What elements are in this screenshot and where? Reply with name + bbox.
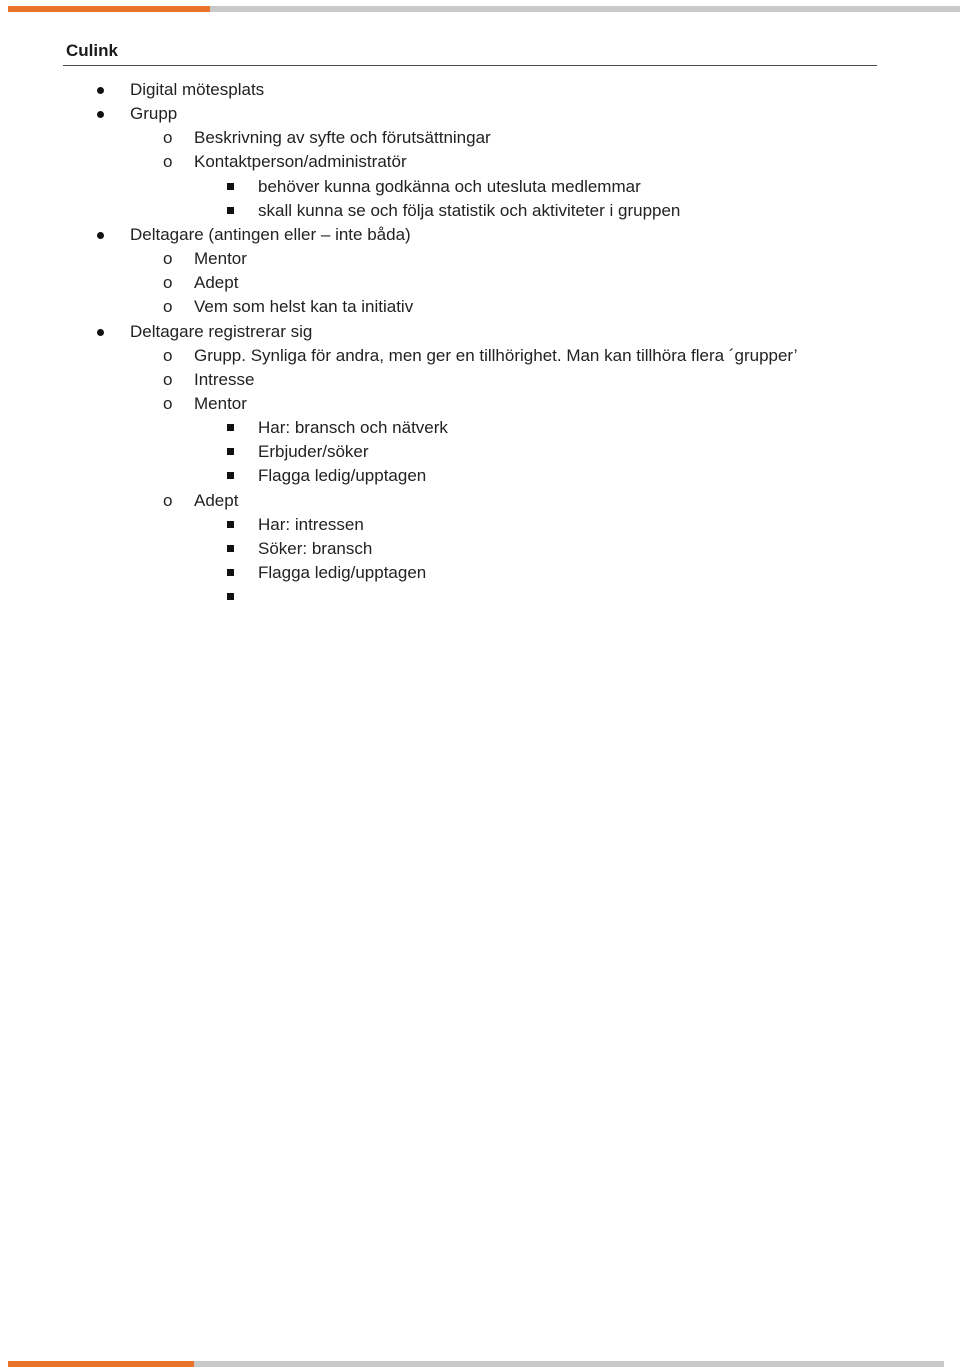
bullet-circle-icon: o bbox=[163, 128, 173, 147]
outline-item-text: Har: bransch och nätverk bbox=[258, 418, 448, 437]
outline-item-level-3 bbox=[258, 440, 369, 464]
outline-item-level-1 bbox=[130, 102, 177, 126]
outline-item-text: Kontaktperson/administratör bbox=[194, 152, 407, 171]
bullet-dot-icon bbox=[97, 111, 104, 118]
outline-item-text: Beskrivning av syfte och förutsättningar bbox=[194, 128, 491, 147]
bottom-accent-bar bbox=[8, 1361, 194, 1367]
outline-item-text: Mentor bbox=[194, 249, 247, 268]
bullet-dot-icon bbox=[97, 329, 104, 336]
outline-item-level-2 bbox=[163, 344, 798, 368]
bullet-circle-icon: o bbox=[163, 297, 173, 316]
outline-item-level-2 bbox=[163, 489, 239, 513]
outline-item-text: Deltagare (antingen eller – inte båda) bbox=[130, 225, 411, 244]
bullet-square-icon bbox=[227, 183, 234, 190]
outline-item-level-3 bbox=[258, 561, 426, 585]
top-accent-bar bbox=[8, 6, 210, 12]
bullet-dot-icon bbox=[97, 87, 104, 94]
outline-item-text: Digital mötesplats bbox=[130, 80, 265, 99]
outline-item-text: Flagga ledig/upptagen bbox=[258, 466, 427, 485]
page-header bbox=[63, 40, 877, 66]
outline-item-level-2 bbox=[163, 247, 247, 271]
bullet-circle-icon: o bbox=[163, 273, 173, 292]
outline-item-level-3 bbox=[258, 175, 641, 199]
outline-item-level-1 bbox=[130, 223, 411, 247]
outline-item-text: Deltagare registrerar sig bbox=[130, 322, 313, 341]
outline-item-text: Intresse bbox=[194, 370, 255, 389]
bullet-circle-icon: o bbox=[163, 152, 173, 171]
outline-item-text: Vem som helst kan ta initiativ bbox=[194, 297, 414, 316]
bullet-square-icon bbox=[227, 545, 234, 552]
bullet-dot-icon bbox=[97, 232, 104, 239]
outline-item-level-3 bbox=[258, 513, 364, 537]
outline-item-text: Flagga ledig/upptagen bbox=[258, 563, 427, 582]
outline-item-text: skall kunna se och följa statistik och aktiviteter i gruppen bbox=[258, 201, 681, 220]
bullet-square-icon bbox=[227, 593, 234, 600]
bullet-square-icon bbox=[227, 569, 234, 576]
outline-item-level-3 bbox=[258, 464, 426, 488]
bullet-square-icon bbox=[227, 521, 234, 528]
outline-item-text: Grupp. Synliga för andra, men ger en tillhörighet. Man kan tillhöra flera ´grupper’ bbox=[194, 346, 798, 365]
outline-item-level-2 bbox=[163, 150, 407, 174]
header-title: Culink bbox=[66, 41, 118, 60]
outline-item-level-2 bbox=[163, 368, 255, 392]
outline-item-text: Erbjuder/söker bbox=[258, 442, 369, 461]
outline-item-level-3 bbox=[258, 199, 680, 223]
top-rule-bar bbox=[210, 6, 960, 12]
outline-item-level-2 bbox=[163, 392, 247, 416]
outline-item-text: Grupp bbox=[130, 104, 178, 123]
outline-item-level-2 bbox=[163, 295, 414, 319]
bullet-square-icon bbox=[227, 207, 234, 214]
outline-item-text: Adept bbox=[194, 491, 239, 510]
outline-item-text: Har: intressen bbox=[258, 515, 364, 534]
outline-item-text: Mentor bbox=[194, 394, 247, 413]
bottom-rule-bar bbox=[194, 1361, 944, 1367]
outline-item-level-1 bbox=[130, 78, 264, 102]
outline-item-level-2 bbox=[163, 271, 239, 295]
outline-item-level-2 bbox=[163, 126, 491, 150]
outline-item-level-3 bbox=[258, 537, 372, 561]
bullet-square-icon bbox=[227, 424, 234, 431]
outline-item-text: Adept bbox=[194, 273, 239, 292]
outline-item-text: behöver kunna godkänna och utesluta medlemmar bbox=[258, 177, 641, 196]
bullet-circle-icon: o bbox=[163, 491, 173, 510]
outline-item-level-3 bbox=[258, 416, 448, 440]
bullet-circle-icon: o bbox=[163, 394, 173, 413]
bullet-circle-icon: o bbox=[163, 346, 173, 365]
bullet-circle-icon: o bbox=[163, 370, 173, 389]
outline-item-level-1 bbox=[130, 320, 312, 344]
bullet-circle-icon: o bbox=[163, 249, 173, 268]
outline-item-text: Söker: bransch bbox=[258, 539, 373, 558]
bullet-square-icon bbox=[227, 472, 234, 479]
bullet-square-icon bbox=[227, 448, 234, 455]
